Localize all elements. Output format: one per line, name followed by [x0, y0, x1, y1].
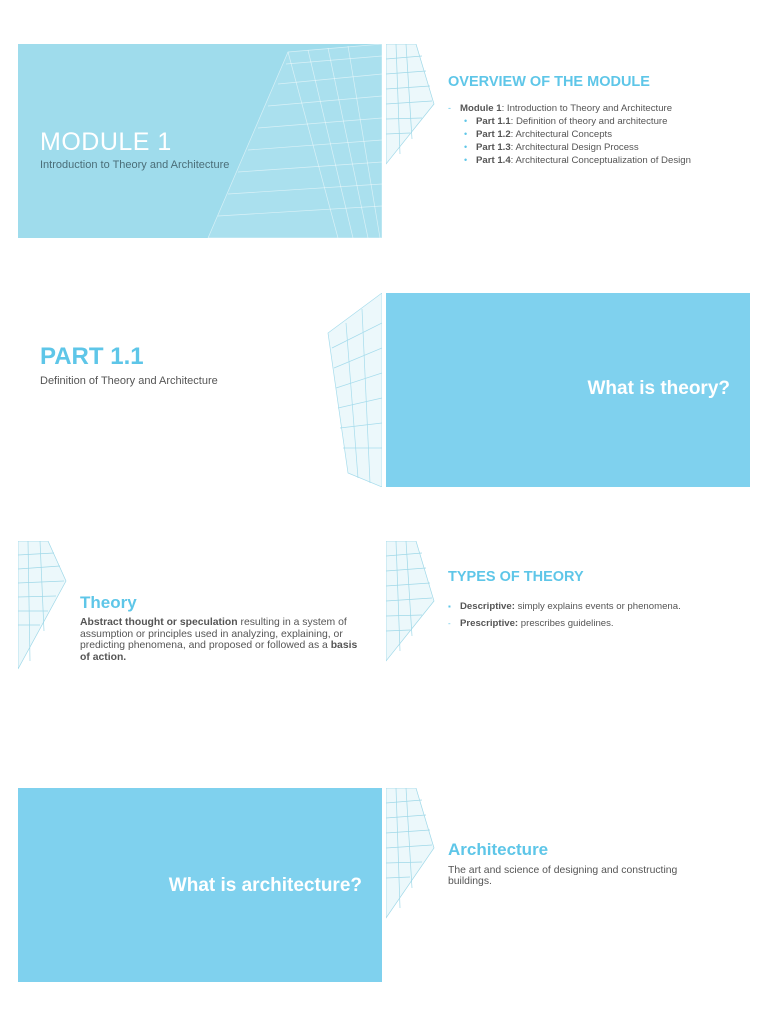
slide-types-of-theory — [386, 541, 750, 735]
theory-title: Theory — [80, 593, 137, 612]
list-item: • Part 1.1: Definition of theory and architecture — [464, 116, 668, 127]
slide-module-cover — [18, 44, 382, 238]
architecture-definition: The art and science of designing and constructing buildings. — [448, 865, 678, 887]
question-heading: What is architecture? — [168, 875, 362, 896]
module-title: MODULE 1 — [40, 128, 172, 156]
module-subtitle: Introduction to Theory and Architecture — [40, 159, 230, 171]
slide-question-architecture — [18, 788, 382, 982]
list-item: • Part 1.4: Architectural Conceptualization of Design — [464, 155, 691, 166]
theory-definition: Abstract thought or speculation resulting in a system of assumption or principles used in analyzing, explaining, or predicting phenomena, and proposed or followed as a basis of action. — [80, 617, 358, 663]
slide-theory-definition — [18, 541, 382, 735]
list-item: - Module 1: Introduction to Theory and Architecture — [448, 103, 673, 114]
list-item: • Part 1.2: Architectural Concepts — [464, 129, 612, 140]
list-item: ▪ Descriptive: simply explains events or phenomena. — [448, 601, 681, 612]
architecture-title: Architecture — [448, 840, 549, 859]
part-subtitle: Definition of Theory and Architecture — [40, 375, 218, 387]
list-item: - Prescriptive: prescribes guidelines. — [448, 618, 614, 629]
types-title: TYPES OF THEORY — [448, 569, 584, 585]
building-wireframe-graphic — [386, 541, 436, 735]
list-item: • Part 1.3: Architectural Design Process — [464, 142, 639, 153]
overview-list — [448, 102, 691, 167]
building-wireframe-graphic — [168, 44, 382, 238]
slide-part-title — [18, 293, 382, 487]
types-list — [448, 598, 681, 632]
slide-architecture-definition — [386, 788, 750, 982]
building-wireframe-graphic — [386, 44, 436, 238]
building-wireframe-graphic — [308, 293, 382, 487]
part-title: PART 1.1 — [40, 343, 144, 370]
slide-overview — [386, 44, 750, 238]
building-wireframe-graphic — [18, 541, 68, 671]
slide-question-theory — [386, 293, 750, 487]
building-wireframe-graphic — [386, 788, 436, 982]
question-heading: What is theory? — [587, 378, 730, 399]
overview-title: OVERVIEW OF THE MODULE — [448, 74, 650, 90]
